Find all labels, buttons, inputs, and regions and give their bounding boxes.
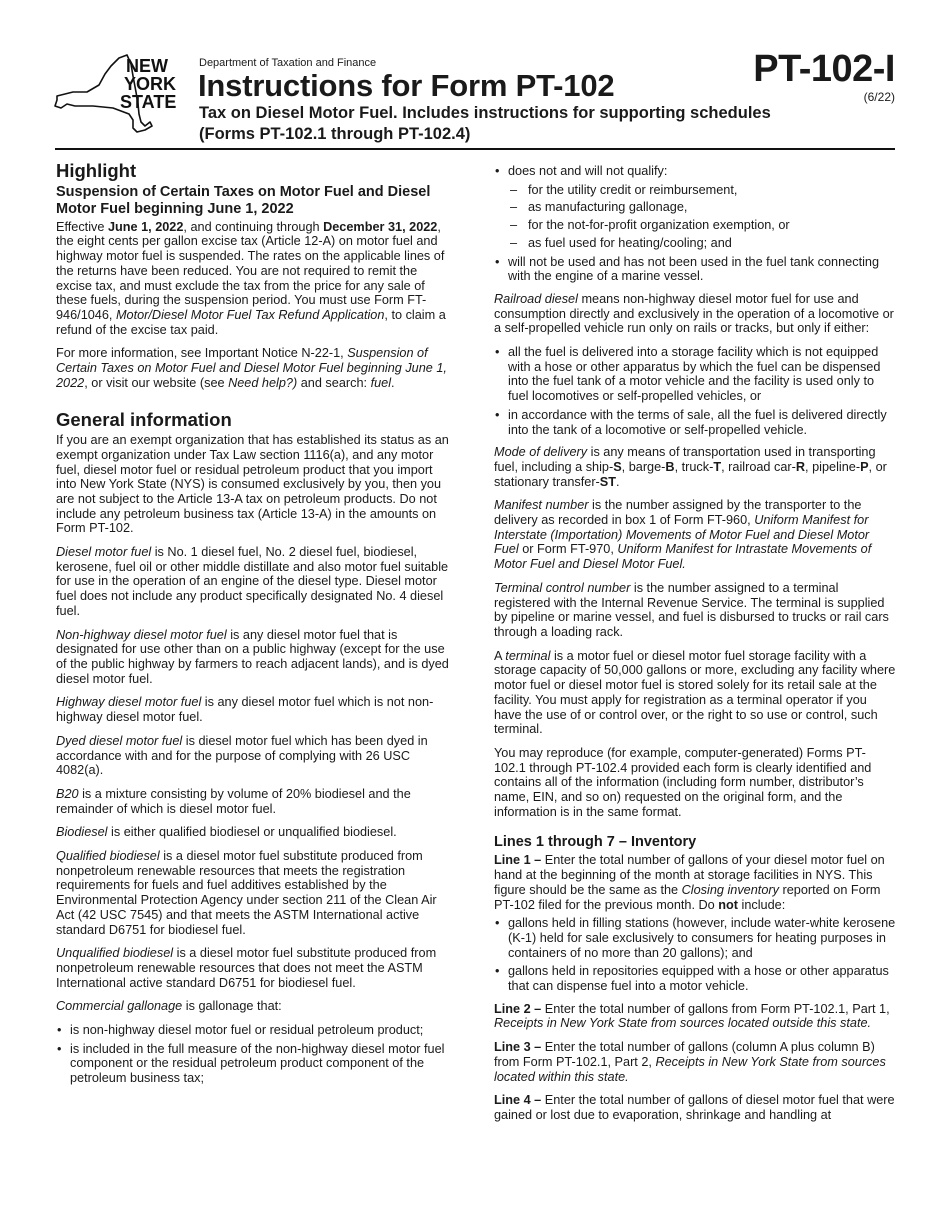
logo-word-new: NEW (126, 56, 168, 76)
list-item: • all the fuel is delivered into a storage facility which is not equipped with a hose or other apparatus by which the fuel can be dispensed into the fuel tank of a motor vehicle and the facility is used only to fuel locomotives or self-propelled vehicles, or (494, 345, 896, 404)
page-header (0, 0, 950, 152)
list-item: – for the utility credit or reimbursement, (494, 183, 896, 198)
definition-biodiesel: Biodiesel is either qualified biodiesel or unqualified biodiesel. (56, 825, 397, 840)
list-item: • gallons held in repositories equipped with a hose or other apparatus that can dispense fuel into a motor vehicle. (494, 964, 896, 993)
header-rule (55, 148, 895, 150)
subtitle-line-2: (Forms PT-102.1 through PT-102.4) (199, 125, 471, 143)
line-2-instructions: Line 2 – Enter the total number of gallons from Form PT-102.1, Part 1, Receipts in New York State from sources located outside this state. (494, 1001, 890, 1031)
left-column (56, 160, 456, 1094)
suspension-paragraph: Effective June 1, 2022, and continuing through December 31, 2022, the eight cents per gallon excise tax (Article 12-A) on motor fuel and highway motor fuel is suspended. The rates on the applicable lines of the returns have been reduced. You are not required to remit the excise tax, and must exclude the tax from the price for any sale of these fuels, during the suspension period. You must use Form FT-946/1046, Motor/Diesel Motor Fuel Tax Refund Application, to claim a refund of the excise tax paid. (56, 219, 446, 337)
definition-unqualified-biodiesel: Unqualified biodiesel is a diesel motor fuel substitute produced from nonpetroleum renewable resources that does not meet the ASTM International active standard D6751 for biodiesel fuel. (56, 946, 437, 990)
definition-qualified-biodiesel: Qualified biodiesel is a diesel motor fuel substitute produced from nonpetroleum renewable resources that meets the registration requirements for fuels and fuel additives established by the Environmental Protection Agency under section 211 of the Clean Air Act (42 USC 7545) and that meets the ASTM International active standard D6751 for biodiesel fuel. (56, 849, 437, 937)
list-item: • gallons held in filling stations (however, include water-white kerosene (K-1) held for sale exclusively to consumers for heating purposes in containers of no more than 20 gallons); and (494, 916, 896, 960)
definition-non-highway: Non-highway diesel motor fuel is any diesel motor fuel that is designated for use other than on a public highway (except for the use of the public highway by farmers to reach adjacent lands), and is dyed diesel motor fuel. (56, 627, 449, 686)
definition-mode-of-delivery: Mode of delivery is any means of transportation used in transporting fuel, including a ship-S, barge-B, truck-T, railroad car-R, pipeline-P, or stationary transfer-ST. (494, 445, 887, 489)
line-1-instructions: Line 1 – Enter the total number of gallons of your diesel motor fuel on hand at the beginning of the month at storage facilities in NYS. This figure should be the same as the Closing inventory reported on Form PT-102 filed for the previous month. Do not include: (494, 853, 885, 912)
exempt-organization-paragraph: If you are an exempt organization that has established its status as an exempt organization under Tax Law section 1116(a), and any motor fuel, diesel motor fuel or residual petroleum product that you import into New York State (NYS) is consumed exclusively by you, then you are not subject to the Article 13-A tax on petroleum products. Do not include any petroleum business tax (Article 13-A) in the amounts on Form PT-102. (56, 433, 449, 536)
railroad-diesel-list (494, 345, 896, 437)
list-item: • in accordance with the terms of sale, all the fuel is delivered directly into the tank of a locomotive or self-propelled vehicle. (494, 408, 896, 437)
form-number: PT-102-I (753, 48, 895, 90)
not-qualify-list (494, 183, 896, 251)
department-name: Department of Taxation and Finance (199, 57, 377, 69)
list-item: • does not and will not qualify: (494, 164, 896, 179)
line-3-instructions: Line 3 – Enter the total number of gallons (column A plus column B) from Form PT-102.1, Part 2, Receipts in New York State from sources located within this state. (494, 1040, 886, 1084)
more-info-paragraph: For more information, see Important Notice N-22-1, Suspension of Certain Taxes on Motor Fuel and Diesel Motor Fuel beginning June 1, 2022, or visit our website (see Need help?) and search: fuel. (56, 346, 447, 390)
logo-word-state: STATE (120, 92, 177, 112)
definition-highway: Highway diesel motor fuel is any diesel motor fuel which is not non-highway diesel motor fuel. (56, 695, 434, 725)
definition-railroad-diesel: Railroad diesel means non-highway diesel motor fuel for use and consumption directly and exclusively in the operation of a locomotive or a self-propelled vehicle run only on rails or tracks, but only if either: (494, 291, 894, 336)
commercial-gallonage-list (56, 1023, 456, 1086)
list-item: • will not be used and has not been used in the fuel tank connecting with the engine of a marine vessel. (494, 255, 896, 284)
highlight-heading: Highlight (56, 160, 137, 181)
definition-diesel-motor-fuel: Diesel motor fuel is No. 1 diesel fuel, No. 2 diesel fuel, biodiesel, kerosene, fuel oil or other middle distillate and also motor fuel suitable for use in the operation of an engine of the diesel type. Diesel motor fuel does not include any product specifically designated No. 4 diesel fuel. (56, 545, 449, 618)
line-1-exclusions-list (494, 916, 896, 994)
list-item: – as manufacturing gallonage, (494, 200, 896, 215)
list-item: • is non-highway diesel motor fuel or residual petroleum product; (56, 1023, 456, 1038)
lines-inventory-heading: Lines 1 through 7 – Inventory (494, 834, 697, 851)
commercial-gallonage-list-continued (494, 164, 896, 179)
subtitle-line-1: Tax on Diesel Motor Fuel. Includes instructions for supporting schedules (199, 104, 771, 122)
definition-commercial-gallonage: Commercial gallonage is gallonage that: (56, 999, 282, 1014)
right-column (494, 164, 896, 1132)
definition-dyed: Dyed diesel motor fuel is diesel motor fuel which has been dyed in accordance with and for the purpose of complying with 26 USC 4082(a). (56, 733, 428, 778)
marine-list (494, 255, 896, 284)
reproduction-paragraph: You may reproduce (for example, computer-generated) Forms PT-102.1 through PT-102.4 provided each form is clearly identified and contains all of the information (including form number, distributor’s name, EIN, and so on) requested on the original form, and the information is in the same format. (494, 745, 872, 819)
logo-word-york: YORK (124, 74, 177, 94)
new-york-state-logo (53, 52, 183, 134)
revision-date: (6/22) (863, 90, 895, 104)
definition-terminal: A terminal is a motor fuel or diesel motor fuel storage facility with a storage capacity of 50,000 gallons or more, excluding any facility where motor fuel or diesel motor fuel is stored solely for its retail sale at the facility. You must apply for registration as a terminal operator if you have the use of or control over, or the right to so use or control, such terminal. (494, 648, 896, 737)
definition-terminal-control-number: Terminal control number is the number assigned to a terminal registered with the Internal Revenue Service. The terminal is supplied by pipeline or marine vessel, and fuel is disbursed to trucks or rail cars through a loading rack. (494, 580, 889, 639)
definition-manifest-number: Manifest number is the number assigned by the transporter to the delivery as recorded in box 1 of Form FT-960, Uniform Manifest for Interstate (Importation) Movements of Motor Fuel and Diesel Motor Fuel or Form FT-970, Uniform Manifest for Intrastate Movements of Motor Fuel and Diesel Motor Fuel. (494, 498, 872, 572)
general-information-heading: General information (56, 409, 232, 431)
suspension-heading: Suspension of Certain Taxes on Motor Fuel and Diesel Motor Fuel beginning June 1, 2022 (56, 183, 431, 217)
list-item: – as fuel used for heating/cooling; and (494, 236, 896, 251)
page-title: Instructions for Form PT-102 (198, 68, 615, 103)
definition-b20: B20 is a mixture consisting by volume of 20% biodiesel and the remainder of which is diesel motor fuel. (56, 786, 411, 816)
list-item: – for the not-for-profit organization exemption, or (494, 218, 896, 233)
list-item: • is included in the full measure of the non-highway diesel motor fuel component or the residual petroleum product component of the petroleum business tax; (56, 1042, 456, 1086)
page-subtitle (199, 103, 879, 145)
line-4-instructions: Line 4 – Enter the total number of gallons of diesel motor fuel that were gained or lost due to evaporation, shrinkage and handling at (494, 1093, 895, 1122)
